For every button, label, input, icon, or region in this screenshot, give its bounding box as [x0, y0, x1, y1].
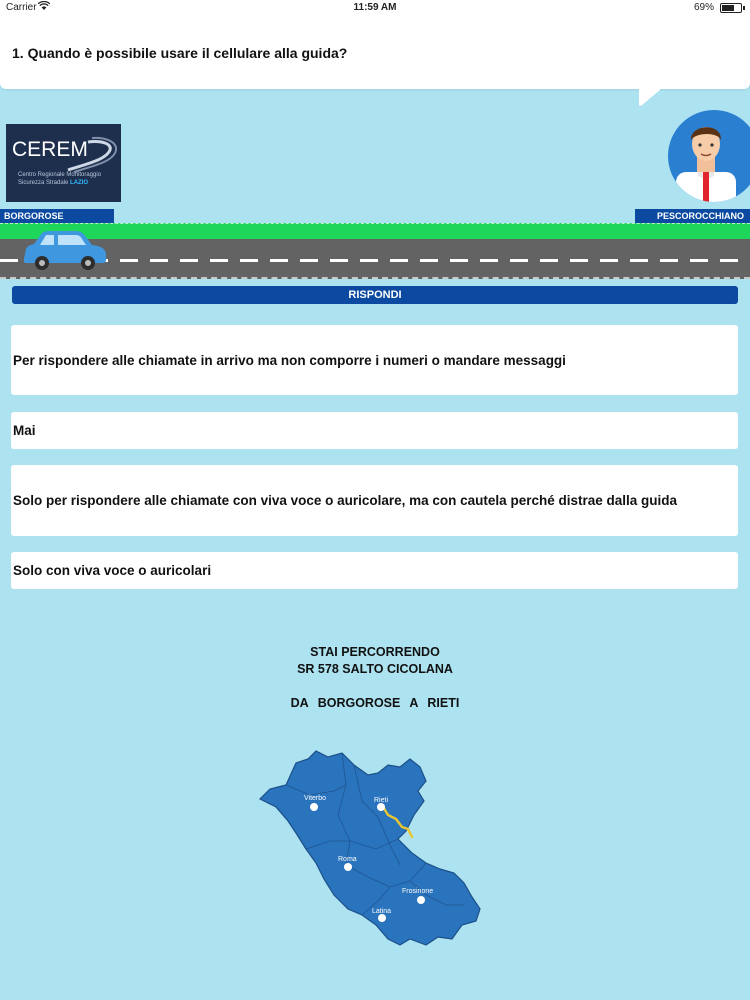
route-end-label: PESCOROCCHIANO [635, 209, 750, 223]
status-bar [0, 0, 750, 15]
answer-option-3[interactable]: Solo per rispondere alle chiamate con viva voce o auricolare, ma con cautela perché distrae dalla guida [11, 465, 738, 536]
map-label-rieti: Rieti [374, 797, 389, 804]
route-progress-road [0, 223, 750, 279]
tutor-avatar [668, 110, 750, 202]
latina-marker [378, 914, 386, 922]
speech-bubble-tail [638, 86, 664, 108]
lane-markings [0, 259, 750, 262]
route-start-label: BORGOROSE [0, 209, 114, 223]
region-shape [260, 751, 480, 945]
logo-region: LAZIO [70, 180, 89, 186]
route-endpoints: DA BORGOROSE A RIETI [290, 696, 460, 710]
answer-option-1[interactable]: Per rispondere alle chiamate in arrivo ma non comporre i numeri o mandare messaggi [11, 325, 738, 395]
map-label-latina: Latina [372, 908, 392, 915]
rieti-marker [377, 803, 385, 811]
route-info-heading: STAI PERCORRENDO [310, 645, 440, 659]
question-text: 1. Quando è possibile usare il cellulare alla guida? [12, 45, 348, 61]
battery-icon [720, 3, 742, 13]
car-icon [20, 229, 108, 271]
logo-subtitle: Centro Regionale Monitoraggio Sicurezza Stradale LAZIO [18, 172, 102, 186]
frosinone-marker [417, 896, 425, 904]
answer-option-2[interactable]: Mai [11, 412, 738, 449]
clock: 11:59 AM [353, 2, 397, 13]
grass-strip [0, 223, 750, 239]
road-name: SR 578 SALTO CICOLANA [297, 662, 453, 676]
answer-option-4[interactable]: Solo con viva voce o auricolari [11, 552, 738, 589]
question-bubble [0, 15, 750, 89]
man-avatar-icon [668, 110, 750, 202]
roma-marker [344, 863, 352, 871]
map-label-viterbo: Viterbo [304, 795, 327, 802]
submit-answer-button[interactable]: RISPONDI [12, 286, 738, 304]
map-label-roma: Roma [338, 856, 357, 863]
lazio-region-map [250, 745, 490, 955]
map-label-frosinone: Frosinone [402, 888, 434, 895]
road-swoosh-icon [66, 134, 118, 174]
viterbo-marker [310, 803, 318, 811]
cerem-logo [6, 124, 121, 202]
logo-name: CEREM [12, 138, 88, 161]
battery-percentage: 69% [693, 2, 714, 13]
carrier-label: Carrier [6, 2, 37, 13]
